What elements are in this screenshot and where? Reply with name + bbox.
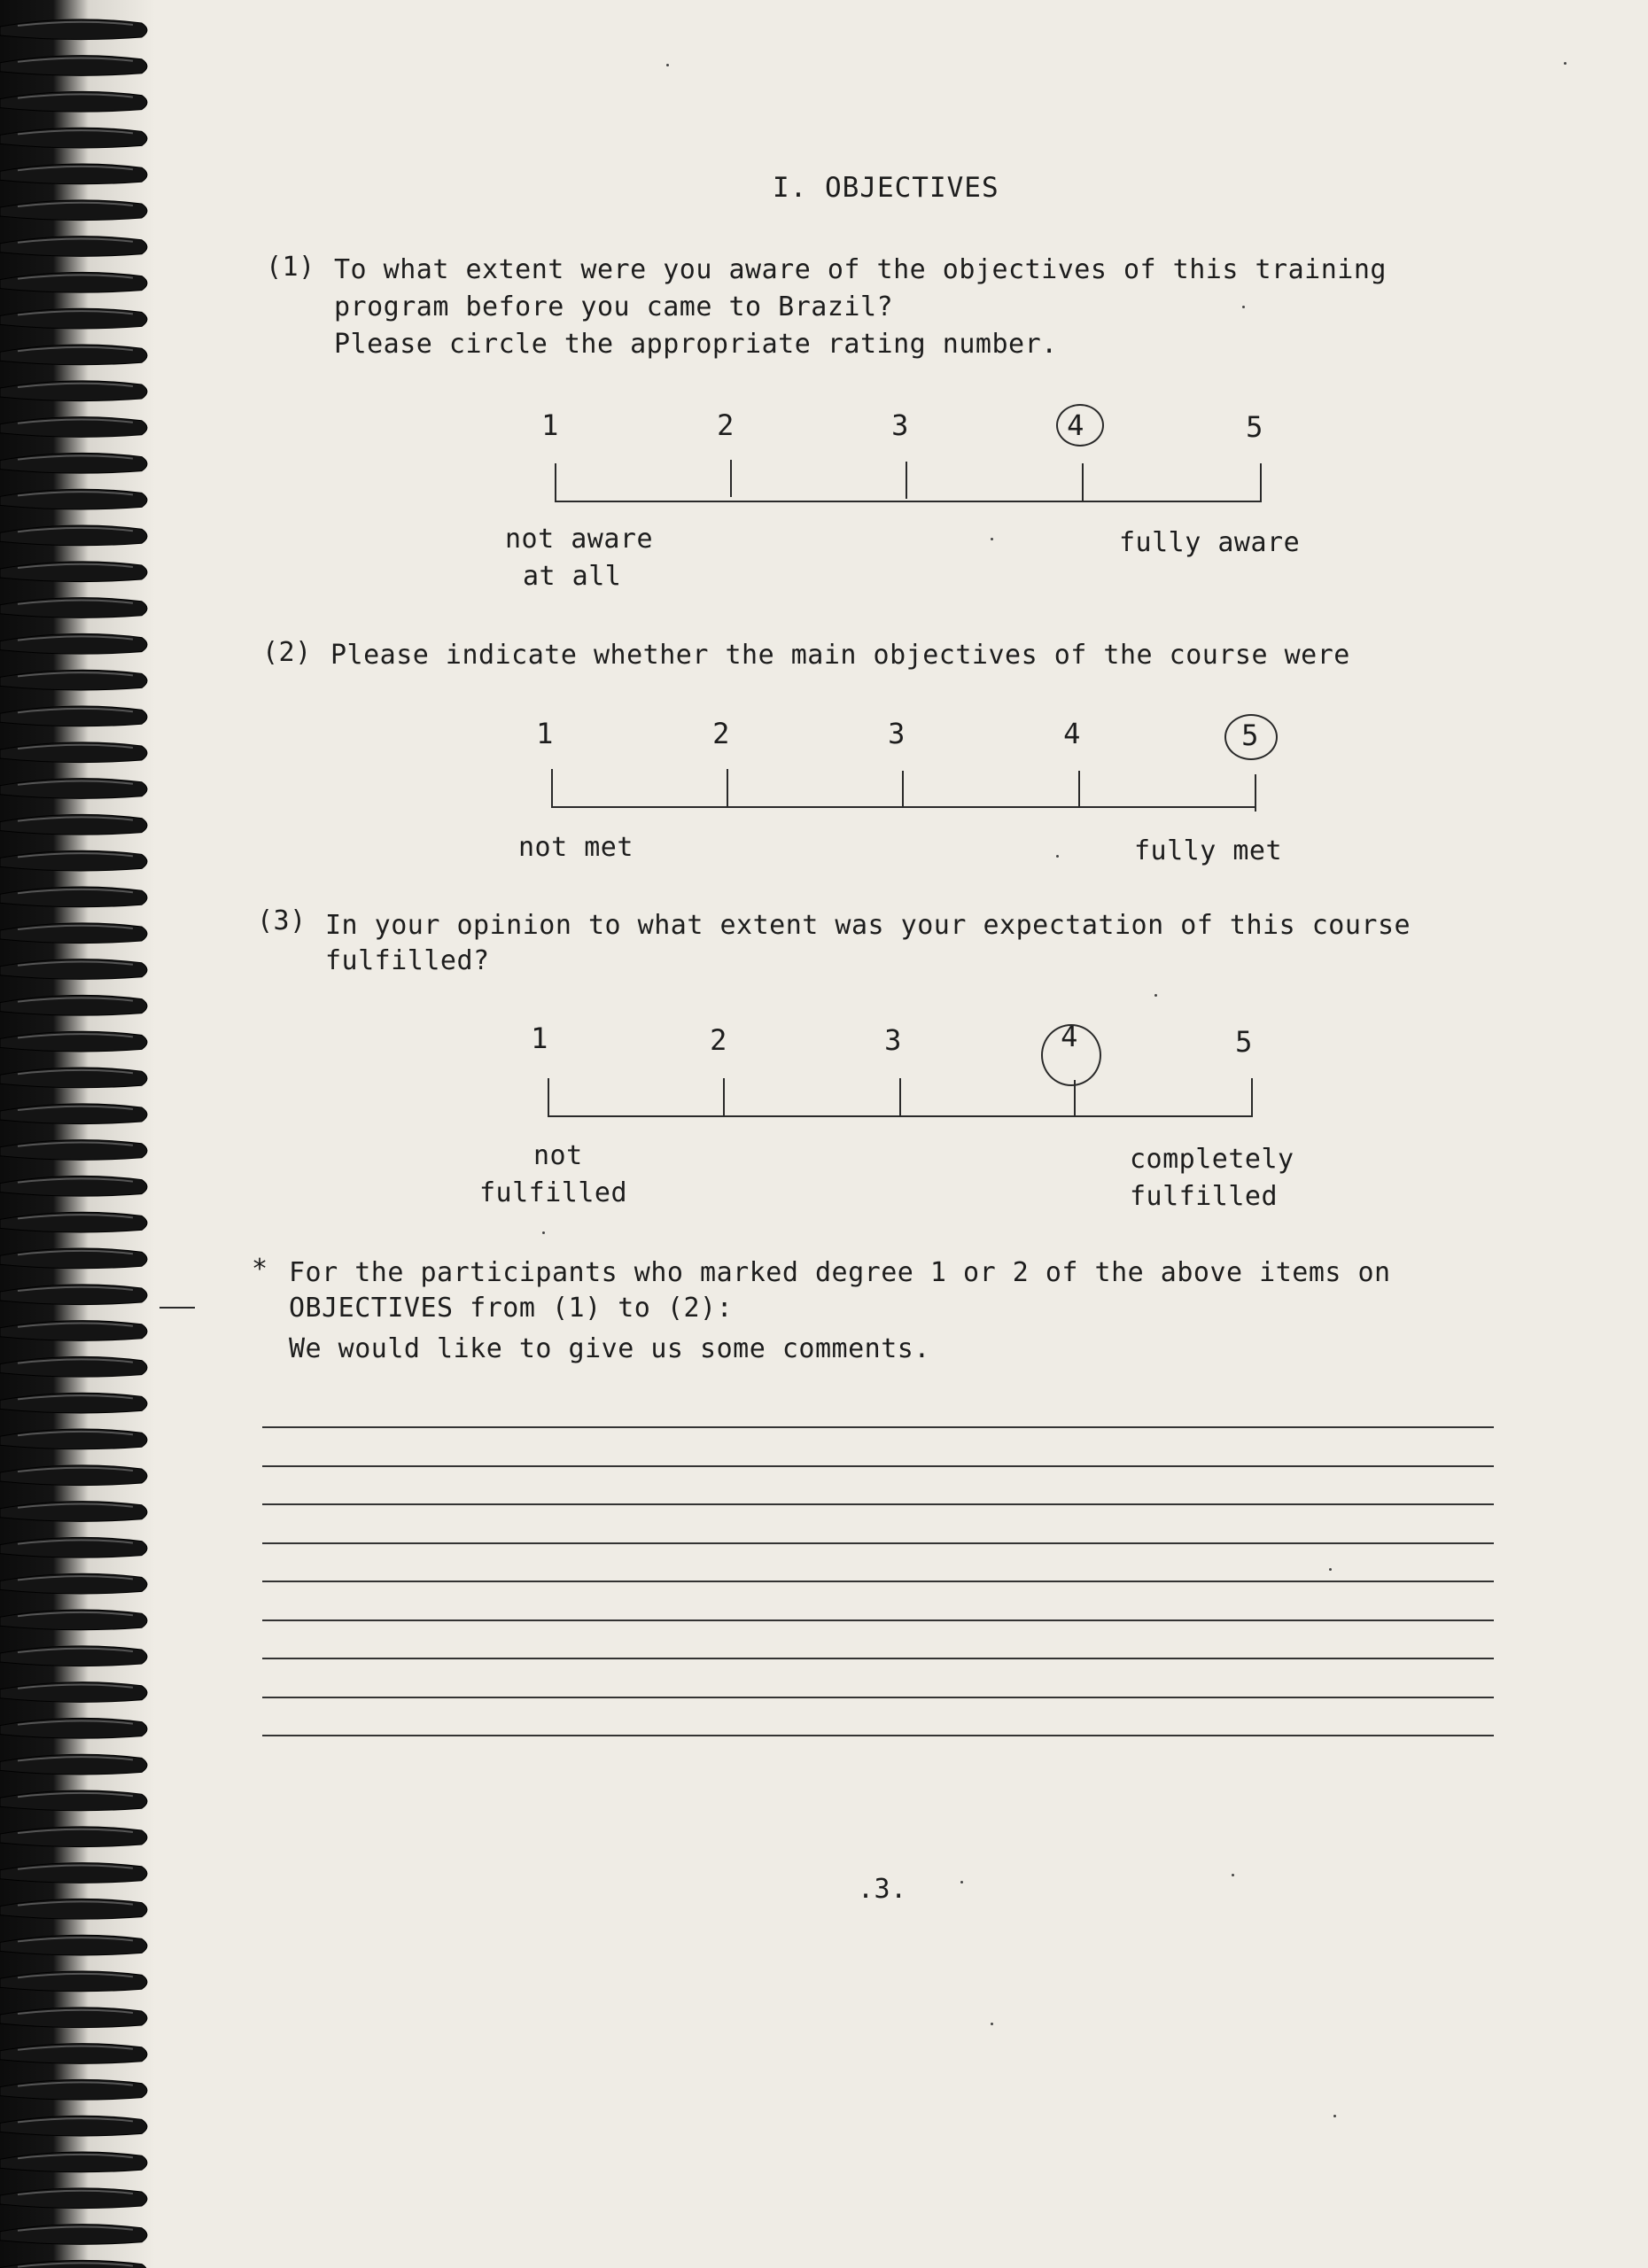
q1-selected-circle — [1056, 404, 1104, 447]
question-3-number: (3) — [257, 905, 307, 936]
comment-line[interactable] — [262, 1503, 1494, 1505]
question-3-line-1: In your opinion to what extent was your expectation of this course — [325, 910, 1411, 941]
scan-speck — [1242, 306, 1245, 308]
q2-scale-label-4: 4 — [1063, 717, 1081, 750]
q2-scale-label-2: 2 — [712, 717, 730, 750]
scan-speck — [960, 1881, 963, 1884]
comment-line[interactable] — [262, 1426, 1494, 1428]
scan-speck — [1232, 1874, 1234, 1876]
binding-coils — [0, 0, 155, 2268]
spiral-binding — [0, 0, 155, 2268]
q1-scale-label-3: 3 — [891, 408, 909, 442]
margin-dash — [159, 1307, 195, 1309]
q2-selected-circle — [1224, 714, 1278, 760]
q3-left-label-2: fulfilled — [479, 1177, 628, 1208]
scan-speck — [1564, 62, 1566, 65]
q1-scale-label-1: 1 — [541, 408, 559, 442]
comment-line[interactable] — [262, 1697, 1494, 1698]
page-number: .3. — [858, 1874, 907, 1905]
comment-prompt-line-2: OBJECTIVES from (1) to (2): — [289, 1293, 734, 1324]
q1-left-label-2: at all — [523, 561, 622, 592]
q2-tick-4 — [1078, 771, 1080, 808]
q2-scale-label-3: 3 — [888, 717, 906, 750]
q2-scale-label-1: 1 — [536, 717, 554, 750]
q3-scale-label-3: 3 — [884, 1023, 902, 1057]
comment-prompt-line-1: For the participants who marked degree 1 or 2 of the above items on — [289, 1257, 1391, 1288]
q3-right-label-2: fulfilled — [1130, 1181, 1279, 1212]
q3-tick-1 — [548, 1078, 549, 1115]
comment-line[interactable] — [262, 1465, 1494, 1467]
q1-tick-3 — [906, 462, 907, 499]
comment-line[interactable] — [262, 1542, 1494, 1544]
q3-tick-2 — [723, 1078, 725, 1115]
comment-line[interactable] — [262, 1735, 1494, 1736]
q1-scale-label-5: 5 — [1246, 410, 1263, 444]
q1-tick-1 — [555, 463, 556, 501]
q2-right-label-1: fully met — [1134, 835, 1283, 866]
q1-scale-line — [555, 501, 1262, 502]
q2-tick-5 — [1255, 774, 1256, 812]
comment-line[interactable] — [262, 1581, 1494, 1582]
q3-left-label-1: not — [533, 1140, 583, 1171]
q3-right-label-1: completely — [1130, 1144, 1294, 1175]
scan-speck — [1329, 1568, 1332, 1571]
q2-tick-1 — [551, 769, 553, 806]
q2-tick-2 — [727, 769, 728, 806]
scan-speck — [991, 2023, 993, 2025]
q3-tick-3 — [899, 1078, 901, 1115]
q1-right-label-1: fully aware — [1119, 527, 1301, 558]
section-heading: I. OBJECTIVES — [773, 172, 999, 204]
comment-asterisk: * — [252, 1254, 268, 1285]
q2-left-label-1: not met — [518, 832, 634, 863]
q3-scale-line — [548, 1115, 1253, 1117]
q3-tick-4 — [1074, 1080, 1076, 1117]
question-1-number: (1) — [266, 252, 315, 283]
question-1-line-2: program before you came to Brazil? — [334, 291, 894, 322]
q3-scale-label-5: 5 — [1235, 1025, 1253, 1059]
comment-line[interactable] — [262, 1619, 1494, 1621]
q2-scale-label-5[interactable]: 5 — [1241, 718, 1259, 752]
q3-scale-label-1: 1 — [531, 1021, 548, 1055]
q1-left-label-1: not aware — [505, 524, 654, 555]
question-2-line-1: Please indicate whether the main objectives of the course were — [330, 640, 1350, 671]
q3-selected-circle — [1041, 1024, 1101, 1086]
scan-speck — [542, 1231, 545, 1234]
q2-tick-3 — [902, 771, 904, 808]
q3-scale-label-4[interactable]: 4 — [1061, 1020, 1078, 1053]
scan-speck — [1333, 2115, 1336, 2117]
q1-tick-4 — [1082, 463, 1084, 501]
scan-speck — [1056, 855, 1059, 858]
comment-line[interactable] — [262, 1658, 1494, 1659]
question-2-number: (2) — [262, 637, 312, 668]
q1-scale-label-2: 2 — [717, 408, 735, 442]
scan-speck — [1154, 994, 1157, 997]
question-1-line-1: To what extent were you aware of the objectives of this training — [334, 254, 1387, 285]
q1-scale-label-4[interactable]: 4 — [1067, 408, 1084, 442]
q2-scale-line — [551, 806, 1256, 808]
scan-speck — [666, 64, 669, 66]
q1-tick-5 — [1260, 463, 1262, 501]
comment-prompt-line-3: We would like to give us some comments. — [289, 1333, 930, 1364]
question-1-line-3: Please circle the appropriate rating number. — [334, 329, 1058, 360]
q3-tick-5 — [1251, 1078, 1253, 1115]
scan-speck — [991, 538, 993, 540]
question-3-line-2: fulfilled? — [325, 945, 490, 976]
q1-tick-2 — [730, 460, 732, 497]
q3-scale-label-2: 2 — [710, 1023, 727, 1057]
